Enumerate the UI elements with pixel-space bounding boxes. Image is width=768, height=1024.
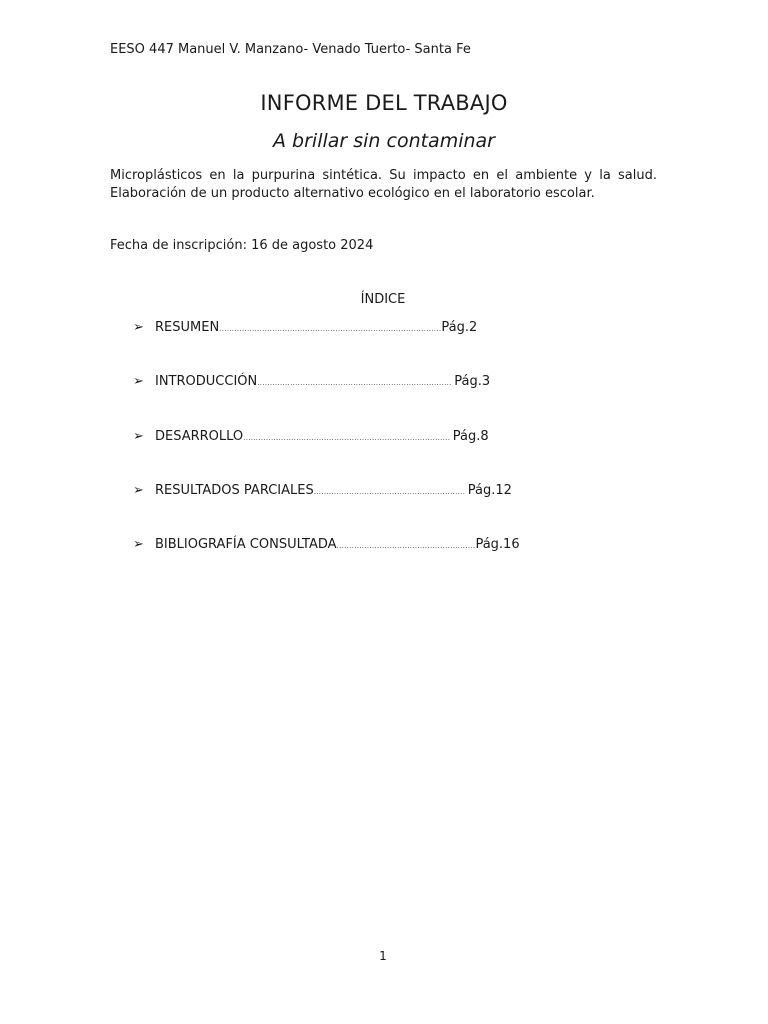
arrow-bullet-icon: ➢	[133, 537, 144, 553]
toc-leader-dots: .............................................................................	[257, 379, 455, 388]
toc-item-page: Pág.12	[467, 482, 512, 498]
toc-item-page: Pág.8	[452, 428, 489, 444]
toc-leader-dots: ........................................................................................	[219, 325, 442, 333]
table-of-contents	[133, 320, 520, 591]
arrow-bullet-icon: ➢	[133, 374, 144, 390]
document-subtitle: A brillar sin contaminar	[273, 130, 495, 152]
toc-item-label: RESULTADOS PARCIALES	[155, 482, 314, 498]
arrow-bullet-icon: ➢	[133, 320, 144, 335]
document-header: EESO 447 Manuel V. Manzano- Venado Tuerto- Santa Fe	[110, 42, 471, 57]
toc-item-label: INTRODUCCIÓN	[155, 374, 258, 390]
toc-item-resumen	[133, 320, 520, 374]
toc-item-page: Pág.16	[475, 537, 520, 553]
project-description: Microplásticos en la purpurina sintética. Su impacto en el ambiente y la salud. Elaboración de un producto alternativo ecológico en el laboratorio escolar.	[110, 168, 657, 201]
index-title: ÍNDICE	[360, 292, 406, 307]
document-title: INFORME DEL TRABAJO	[260, 91, 508, 115]
page-number: 1	[379, 949, 387, 963]
arrow-bullet-icon: ➢	[133, 428, 144, 444]
registration-date: Fecha de inscripción: 16 de agosto 2024	[110, 238, 374, 253]
toc-leader-dots: ............................................................	[313, 487, 468, 496]
toc-item-label: RESUMEN	[155, 320, 220, 335]
toc-item-bibliografia-consultada	[133, 537, 520, 591]
toc-item-resultados-parciales	[133, 483, 520, 537]
toc-item-page: Pág.3	[454, 374, 491, 390]
toc-item-label: BIBLIOGRAFÍA CONSULTADA	[155, 537, 337, 553]
toc-item-desarrollo	[133, 429, 520, 483]
toc-leader-dots: .......................................................	[336, 542, 476, 551]
toc-item-page: Pág.2	[441, 320, 478, 335]
toc-item-introduccion	[133, 374, 520, 428]
toc-item-label: DESARROLLO	[155, 428, 244, 444]
toc-leader-dots: ..................................................................................	[243, 433, 453, 442]
arrow-bullet-icon: ➢	[133, 482, 144, 498]
